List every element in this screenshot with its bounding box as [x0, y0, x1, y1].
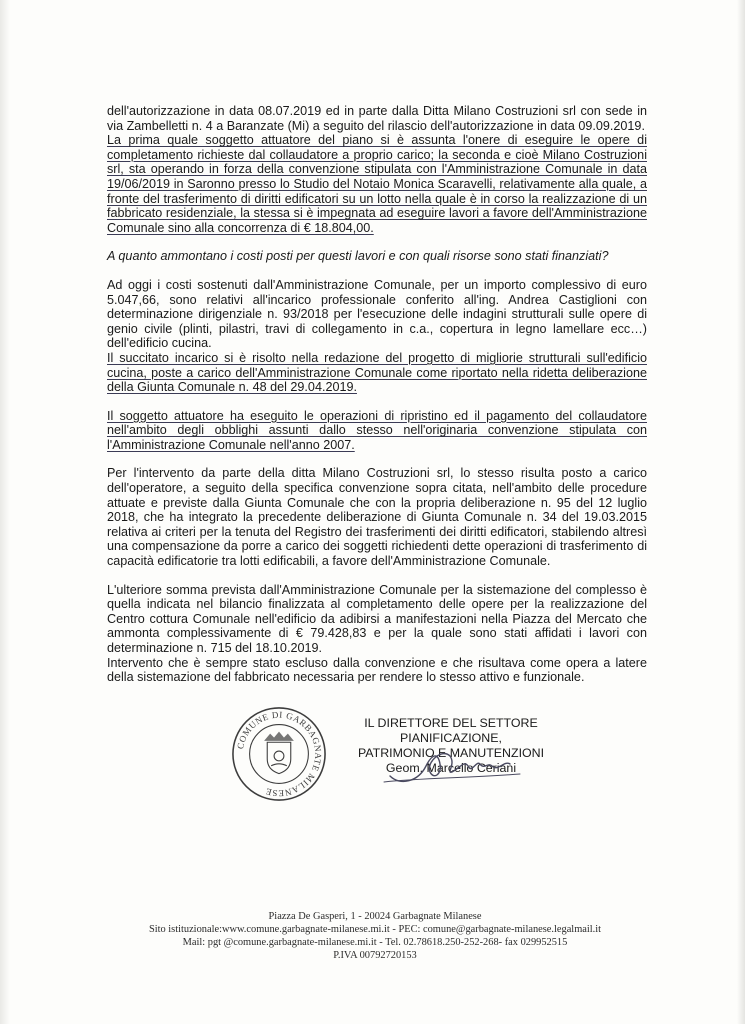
- signatory-name: Geom. Marcello Ceriani: [385, 761, 517, 775]
- paragraph-costi: Ad oggi i costi sostenuti dall'Amministrazione Comunale, per un importo complessivo di euro 5.047,66, sono relativi all'incarico professionale conferito all'ing. Andrea Castiglioni con determinazione dirigenziale n. 93/2018 per l'esecuzione delle indagini strutturali sulle opere di genio civile (plinti, pilastri, travi di collegamento in c.a., copertura in legno lamellare ecc…) dell'edificio cucina.: [107, 277, 647, 351]
- handwritten-signature: [380, 742, 530, 787]
- paragraph-authorization: dell'autorizzazione in data 08.07.2019 ed in parte dalla Ditta Milano Costruzioni srl con sede in via Zambelletti n. 4 a Baranzate (Mi) a seguito del rilascio dell'autorizzazione in data 09.09.2019.: [107, 104, 647, 133]
- signatory-department: PATRIMONIO E MANUTENZIONI: [357, 746, 545, 760]
- paragraph-intervento: Intervento che è sempre stato escluso dalla convenzione e che risultava come opera a latere della sistemazione del fabbricato necessaria per rendere lo stesso attivo e funzionale.: [107, 655, 647, 685]
- signatory-title: IL DIRETTORE DEL SETTORE PIANIFICAZIONE,: [364, 716, 538, 745]
- paragraph-milano-costruzioni: Per l'intervento da parte della ditta Milano Costruzioni srl, lo stesso risulta posto a carico dell'operatore, a seguito della specifica convenzione sopra citata, nell'ambito delle procedure attuate e previste dalla Giunta Comunale che con la propria deliberazione n. 95 del 12 luglio 2018, che ha integrato la precedente deliberazione di Giunta Comunale n. 34 del 19.03.2015 relativa ai criteri per la tenuta del Registro dei trasferimenti dei diritti edificatori, stabilendo altresì una compensazione da porre a carico dei soggetti richiedenti dette operazioni di trasferimento di capacità edificatorie tra lotti edificabili, a favore dell'Amministrazione Comunale.: [107, 466, 647, 569]
- coat-of-arms-icon: [265, 732, 292, 773]
- scan-edge-left: [0, 0, 10, 1024]
- question-heading: A quanto ammontano i costi posti per questi lavori e con quali risorse sono stati finanziati?: [107, 249, 609, 264]
- paragraph-collaudatore: Il soggetto attuatore ha eseguito le operazioni di ripristino ed il pagamento del collaudatore nell'ambito degli obblighi assunti dallo stesso nell'originaria convenzione stipulata con l'Amministrazione Comunale nell'anno 2007.: [107, 408, 647, 452]
- footer-address: Piazza De Gasperi, 1 - 20024 Garbagnate Milanese: [268, 911, 482, 922]
- paragraph-soggetto-attuatore: La prima quale soggetto attuatore del piano si è assunta l'onere di eseguire le opere di completamento richieste dal collaudatore a proprio carico; la seconda e cioè Milano Costruzioni srl, sta operando in forza della convenzione stipulata con l'Amministrazione Comunale in data 19/06/2019 in Saronno presso lo Studio del Notaio Monica Scaravelli, relativamente alla quale, a fronte del trasferimento di diritti edificatori su un lotto nella quale è in corso la realizzazione di un fabbricato residenziale, la stessa si è impegnata ad eseguire lavori a favore dell'Amministrazione Comunale sino alla concorrenza di € 18.804,00.: [107, 133, 647, 235]
- spacer: [107, 395, 647, 409]
- scan-edge-right: [737, 0, 745, 1024]
- municipal-stamp: [230, 705, 328, 803]
- svg-text:COMUNE DI GARBAGNATE MILANESE: [235, 710, 323, 799]
- footer-mail-tel: Mail: pgt @comune.garbagnate-milanese.mi.it - Tel. 02.78618.250-252-268- fax 029952515: [182, 937, 568, 948]
- footer-website-pec: Sito istituzionale:www.comune.garbagnate-milanese.mi.it - PEC: comune@garbagnate-milanese.legalmail.it: [148, 924, 602, 935]
- stamp-text: COMUNE DI GARBAGNATE MILANESE: [235, 709, 324, 799]
- footer-vat: P.IVA 00792720153: [333, 950, 417, 961]
- spacer: [107, 452, 647, 466]
- letterhead-footer: [110, 910, 640, 962]
- paragraph-incarico: Il succitato incarico si è risolto nella redazione del progetto di migliorie strutturali sull'edificio cucina, poste a carico dell'Amministrazione Comunale come riportato nella ridetta deliberazione della Giunta Comunale n. 48 del 29.04.2019.: [107, 350, 647, 395]
- paragraph-ulteriore-somma: L'ulteriore somma prevista dall'Amministrazione Comunale per la sistemazione del complesso è quella indicata nel bilancio finalizzata al completamento delle opere per la realizzazione del Centro cottura Comunale nell'edificio da adibirsi a manifestazioni nella Piazza del Mercato che ammonta complessivamente di € 79.428,83 e per la quale sono stati affidati i lavori con determinazione n. 715 del 18.10.2019.: [107, 582, 647, 655]
- spacer: [107, 569, 647, 583]
- spacer: [107, 264, 647, 278]
- letter-body: [107, 104, 647, 685]
- spacer: [107, 235, 647, 249]
